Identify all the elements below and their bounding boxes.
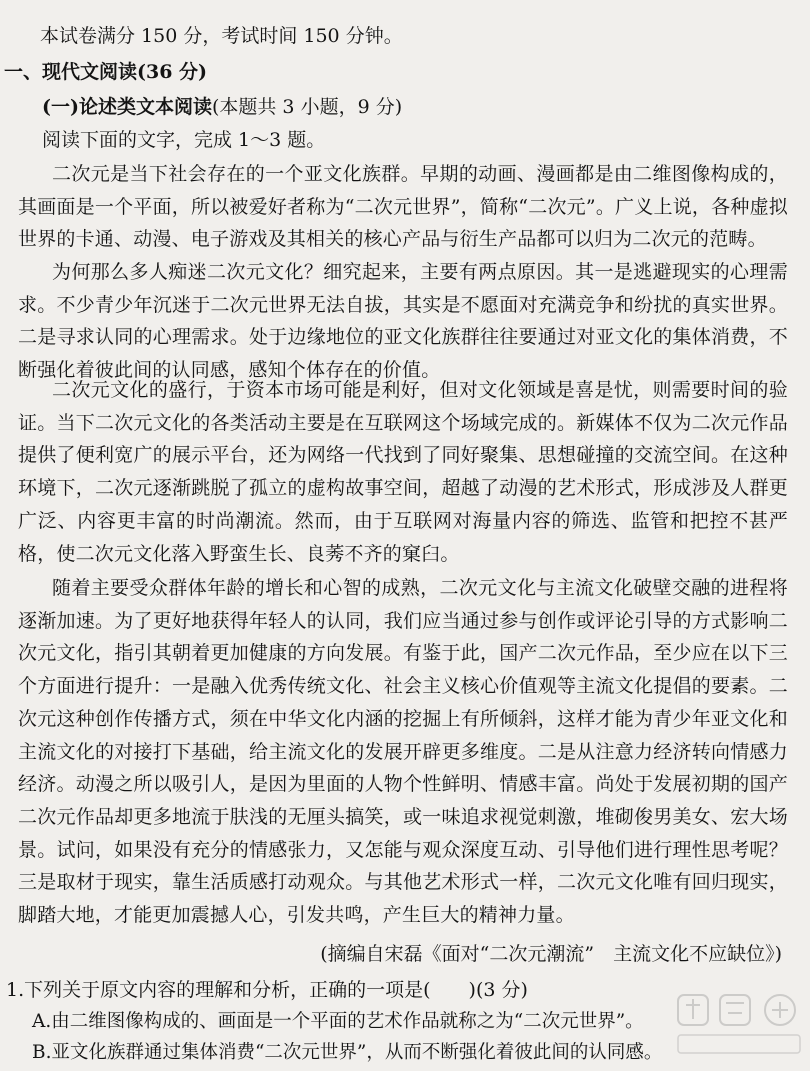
passage-paragraph-1: 二次元是当下社会存在的一个亚文化族群。早期的动画、漫画都是由二维图像构成的，其画面是一个平面，所以被爱好者称为“二次元世界”，简称“二次元”。广义上说，各种虚拟世界的卡通、动漫、电子游戏及其相关的核心产品与衍生产品都可以归为二次元的范畴。 xyxy=(18,163,788,251)
section-title: 一、现代文阅读(36 分) xyxy=(4,61,208,83)
site-watermark-logo xyxy=(674,989,804,1059)
question-1-option-a: A.由二维图像构成的、画面是一个平面的艺术作品就称之为“二次元世界”。 xyxy=(32,1011,644,1032)
subsection-note: (本题共 3 小题，9 分) xyxy=(211,96,403,118)
exam-header-note: 本试卷满分 150 分，考试时间 150 分钟。 xyxy=(40,25,403,47)
passage-paragraph-2: 为何那么多人痴迷二次元文化？细究起来，主要有两点原因。其一是逃避现实的心理需求。不少青少年沉迷于二次元世界无法自拔，其实是不愿面对充满竞争和纷扰的真实世界。二是寻求认同的心理需求。处于边缘地位的亚文化族群往往要通过对亚文化的集体消费，不断强化着彼此间的认同感，感知个体存在的价值。 xyxy=(18,261,788,382)
passage-source: (摘编自宋磊《面对“二次元潮流” 主流文化不应缺位》) xyxy=(320,943,782,965)
subsection-title: (一)论述类文本阅读 xyxy=(42,96,212,118)
subsection-heading xyxy=(42,95,402,119)
reading-instruction: 阅读下面的文字，完成 1～3 题。 xyxy=(42,129,326,151)
question-1-stem: 1.下列关于原文内容的理解和分析，正确的一项是( )(3 分) xyxy=(6,979,528,1001)
question-1-option-b: B.亚文化族群通过集体消费“二次元世界”，从而不断强化着彼此间的认同感。 xyxy=(32,1042,663,1063)
passage-paragraph-3: 二次元文化的盛行，于资本市场可能是利好，但对文化领域是喜是忧，则需要时间的验证。当下二次元文化的各类活动主要是在互联网这个场域完成的。新媒体不仅为二次元作品提供了便利宽广的展示平台，还为网络一代找到了同好聚集、思想碰撞的交流空间。在这种环境下，二次元逐渐跳脱了孤立的虚构故事空间，超越了动漫的艺术形式，形成涉及人群更广泛、内容更丰富的时尚潮流。然而，由于互联网对海量内容的筛选、监管和把控不甚严格，使二次元文化落入野蛮生长、良莠不齐的窠臼。 xyxy=(18,379,788,565)
passage-paragraph-4: 随着主要受众群体年龄的增长和心智的成熟，二次元文化与主流文化破壁交融的进程将逐渐加速。为了更好地获得年轻人的认同，我们应当通过参与创作或评论引导的方式影响二次元文化，指引其朝着更加健康的方向发展。有鉴于此，国产二次元作品，至少应在以下三个方面进行提升：一是融入优秀传统文化、社会主义核心价值观等主流文化提倡的要素。二次元这种创作传播方式，须在中华文化内涵的挖掘上有所倾斜，这样才能为青少年亚文化和主流文化的对接打下基础，给主流文化的发展开辟更多维度。二是从注意力经济转向情感力经济。动漫之所以吸引人，是因为里面的人物个性鲜明、情感丰富。尚处于发展初期的国产二次元作品却更多地流于肤浅的无厘头搞笑，或一味追求视觉刺激，堆砌俊男美女、宏大场景。试问，如果没有充分的情感张力，又怎能与观众深度互动、引导他们进行理性思考呢？三是取材于现实，靠生活质感打动观众。与其他艺术形式一样，二次元文化唯有回归现实，脚踏大地，才能更加震撼人心，引发共鸣，产生巨大的精神力量。 xyxy=(18,577,788,927)
